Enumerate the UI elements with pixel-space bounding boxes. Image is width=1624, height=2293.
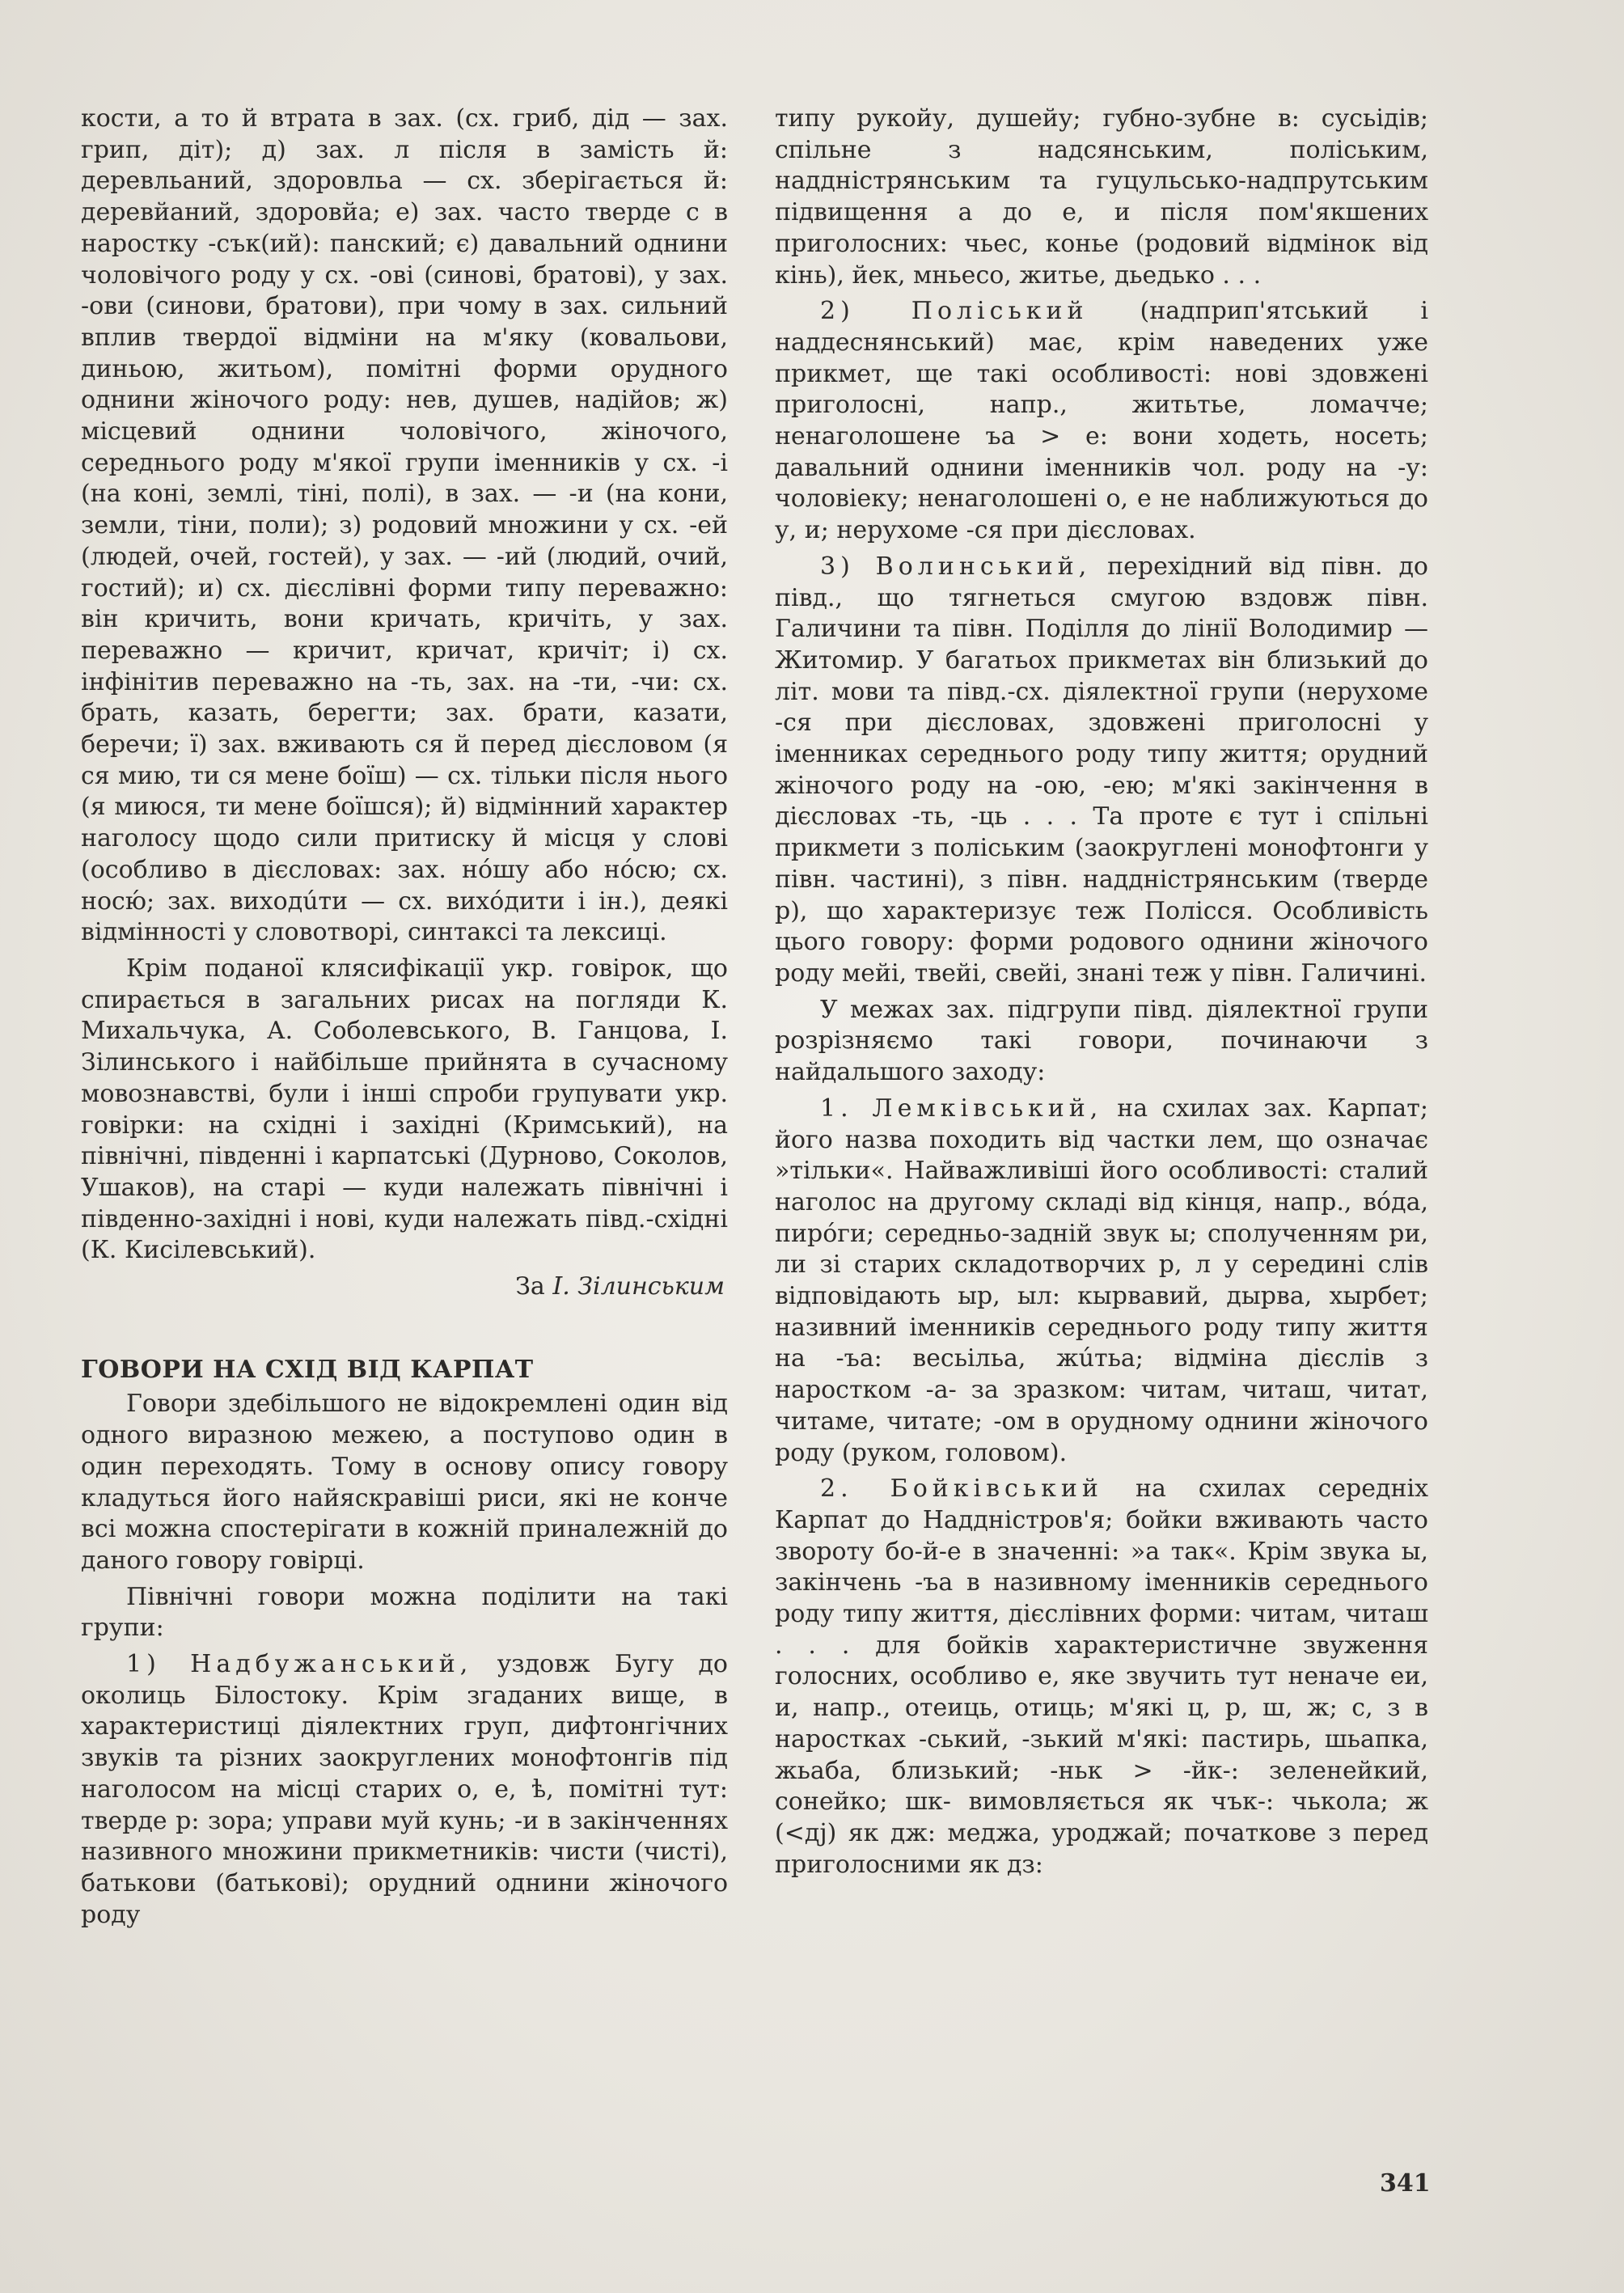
attribution-prefix: За xyxy=(515,1272,553,1301)
left-paragraph-5 xyxy=(81,1649,728,1931)
right-paragraph-2 xyxy=(775,296,1428,547)
dialect-label-volynskyi: 3) Волинський, xyxy=(820,552,1092,581)
right-paragraph-3 xyxy=(775,552,1428,990)
left-paragraph-5-text: уздовж Бугу до околиць Білостоку. Крім згаданих вище, в характеристиці діялектних груп, дифтонгічних звуків та різних заокруглених монофтонгів під наголосом на місці старих о, е, ѣ, помітні тут: тверде р: зора; управи муй кунь; -и в закінченнях називного множини прикметників: чисти (чисті), батькови (батькові); орудний однини жіночого роду xyxy=(81,1650,728,1929)
attribution xyxy=(81,1271,728,1303)
left-column xyxy=(81,104,728,1931)
dialect-label-poliskyi: 2) Поліський xyxy=(820,297,1089,326)
dialect-label-boikivskyi: 2. Бойківський xyxy=(820,1474,1103,1504)
right-paragraph-4: У межах зах. підгрупи півд. діялектної групи розрізняємо такі говори, починаючи з найдальшого заходу: xyxy=(775,995,1428,1087)
left-paragraph-1: кости, а то й втрата в зах. (сх. гриб, дід — зах. грип, діт); д) зах. л після в замість й: деревльаний, здоровльа — сх. зберігається й: деревйаний, здоровйа; е) зах. часто тверде с в наростку -сък(ий): панский; є) давальний однини чоловічого роду у сх. -ові (синові, братові), у зах. -ови (синови, братови), при чому в зах. сильний вплив твердої відміни на м'яку (ковальови, диньою, житьом), помітні форми орудного однини жіночого роду: нев, душев, надійов; ж) місцевий однини чоловічого, жіночого, середнього роду м'якої групи іменників у сх. -і (на коні, землі, тіні, полі), в зах. — -и (на кони, земли, тіни, поли); з) родовий множини у сх. -ей (людей, очей, гостей), у зах. — -ий (людий, очий, гостий); и) сх. дієслівні форми типу переважно: він кричить, вони кричать, кричіть, у зах. переважно — кричит, кричат, кричіт; і) сх. інфінітив переважно на -ть, зах. на -ти, -чи: сх. брать, казать, берегти; зах. брати, казати, беречи; ї) зах. вживають ся й перед дієсловом (я ся мию, ти ся мене боїш) — сх. тільки після нього (я миюся, ти мене боїшся); й) відмінний характер наголосу щодо сили притиску й місця у слові (особливо в дієсловах: зах. нóшу або нóсю; сх. носю́; зах. виходúти — сх. вихóдити і ін.), деякі відмінності у словотворі, синтаксі та лексиці. xyxy=(81,104,728,947)
right-paragraph-1: типу рукойу, душейу; губно-зубне в: сусьідів; спільне з надсянським, поліським, наддністрянським та гуцульсько-надпрутським підвищення а до е, и після пом'якшених приголосних: чьес, конье (родовий відмінок від кінь), йек, мньесо, житье, дьедько . . . xyxy=(775,104,1428,290)
right-paragraph-2-text: (надприп'ятський і наддеснянський) має, крім наведених уже прикмет, ще такі особливості: нові здовжені приголосні, напр., житьтье, ломачче; ненаголошене ъа > е: вони ходеть, носеть; давальний однини іменників чол. роду на -у: чоловіеку; ненаголошені о, е не наближуються до у, и; нерухоме -ся при дієсловах. xyxy=(775,297,1428,545)
left-paragraph-3: Говори здебільшого не відокремлені один від одного виразною межею, а поступово один в один переходять. Тому в основу опису говору кладуться його найяскравіші риси, які не конче всі можна спостерігати в кожній приналежній до даного говору говірці. xyxy=(81,1390,728,1575)
right-paragraph-3-text: перехідний від півн. до півд., що тягнеться смугою вздовж півн. Галичини та півн. Поділля до лінії Володимир — Житомир. У багатьох прикметах він близький до літ. мови та півд.-сх. діялектної групи (нерухоме -ся при дієсловах, здовжені приголосні у іменниках середнього роду типу життя; орудний жіночого роду на -ою, -ею; м'які закінчення в дієсловах -ть, -ць . . . Та проте є тут і спільні прикмети з поліським (заокруглені монофтонги у півн. частині), з півн. наддністрянським (тверде р), що характеризує теж Полісся. Особливість цього говору: форми родового однини жіночого роду мейі, твейі, свейі, знані теж у півн. Галичині. xyxy=(775,552,1428,988)
dialect-label-nadbuzhanskyi: 1) Надбужанський, xyxy=(126,1650,473,1679)
right-paragraph-6-text: на схилах середніх Карпат до Наддністров'я; бойки вживають часто звороту бо-й-е в значенні: »а так«. Крім звука ы, закінчень -ъа в називному іменників середнього роду типу життя, дієслівних форми: читам, читаш . . . для бойків характеристичне звуження голосних, особливо е, яке звучить тут неначе еи, и, напр., отеиць, отиць; м'які ц, р, ш, ж; с, з в наростках -ський, -зький м'які: пастирь, шьапка, жьаба, близький; -ньк > -йк-: зеленейкий, сонейко; шк- вимовляється як чък-: чькола; ж (<дj) як дж: меджа, уроджай; початкове з перед приголосними як дз: xyxy=(775,1474,1428,1879)
attribution-author: І. Зілинським xyxy=(552,1272,725,1301)
right-paragraph-5-text: на схилах зах. Карпат; його назва походить від частки лем, що означає »тільки«. Найважливіші його особливості: сталий наголос на другому складі від кінця, напр., вóда, пирóги; середньо-задній звук ы; сполученням ри, ли зі старих складотворчих р, л у середині слів відповідають ыр, ыл: кырвавий, дырва, хырбет; називний іменників середнього роду типу життя на -ъа: весьільа, жúтьа; відміна дієслів з наростком -а- за зразком: читам, читаш, читат, читаме, читате; -ом в орудному однини жіночого роду (руком, головом). xyxy=(775,1094,1428,1467)
right-paragraph-5 xyxy=(775,1094,1428,1469)
section-heading: ГОВОРИ НА СХІД ВІД КАРПАТ xyxy=(81,1355,534,1384)
right-paragraph-6 xyxy=(775,1474,1428,1881)
page-number: 341 xyxy=(1380,2169,1431,2198)
left-paragraph-2: Крім поданої клясифікації укр. говірок, що спирається в загальних рисах на погляди К. Михальчука, А. Соболевського, В. Ганцова, І. Зілинського і найбільше прийнята в сучасному мовознавстві, були і інші спроби групувати укр. говірки: на східні і західні (Кримський), на північні, південні і карпатські (Дурново, Соколов, Ушаков), на старі — куди належать північні і південно-західні і нові, куди належать півд.-східні (К. Кисілевський). xyxy=(81,954,728,1265)
left-paragraph-4: Північні говори можна поділити на такі групи: xyxy=(81,1582,728,1643)
dialect-label-lemkivskyi: 1. Лемківський, xyxy=(820,1094,1103,1123)
right-column xyxy=(775,104,1428,1881)
